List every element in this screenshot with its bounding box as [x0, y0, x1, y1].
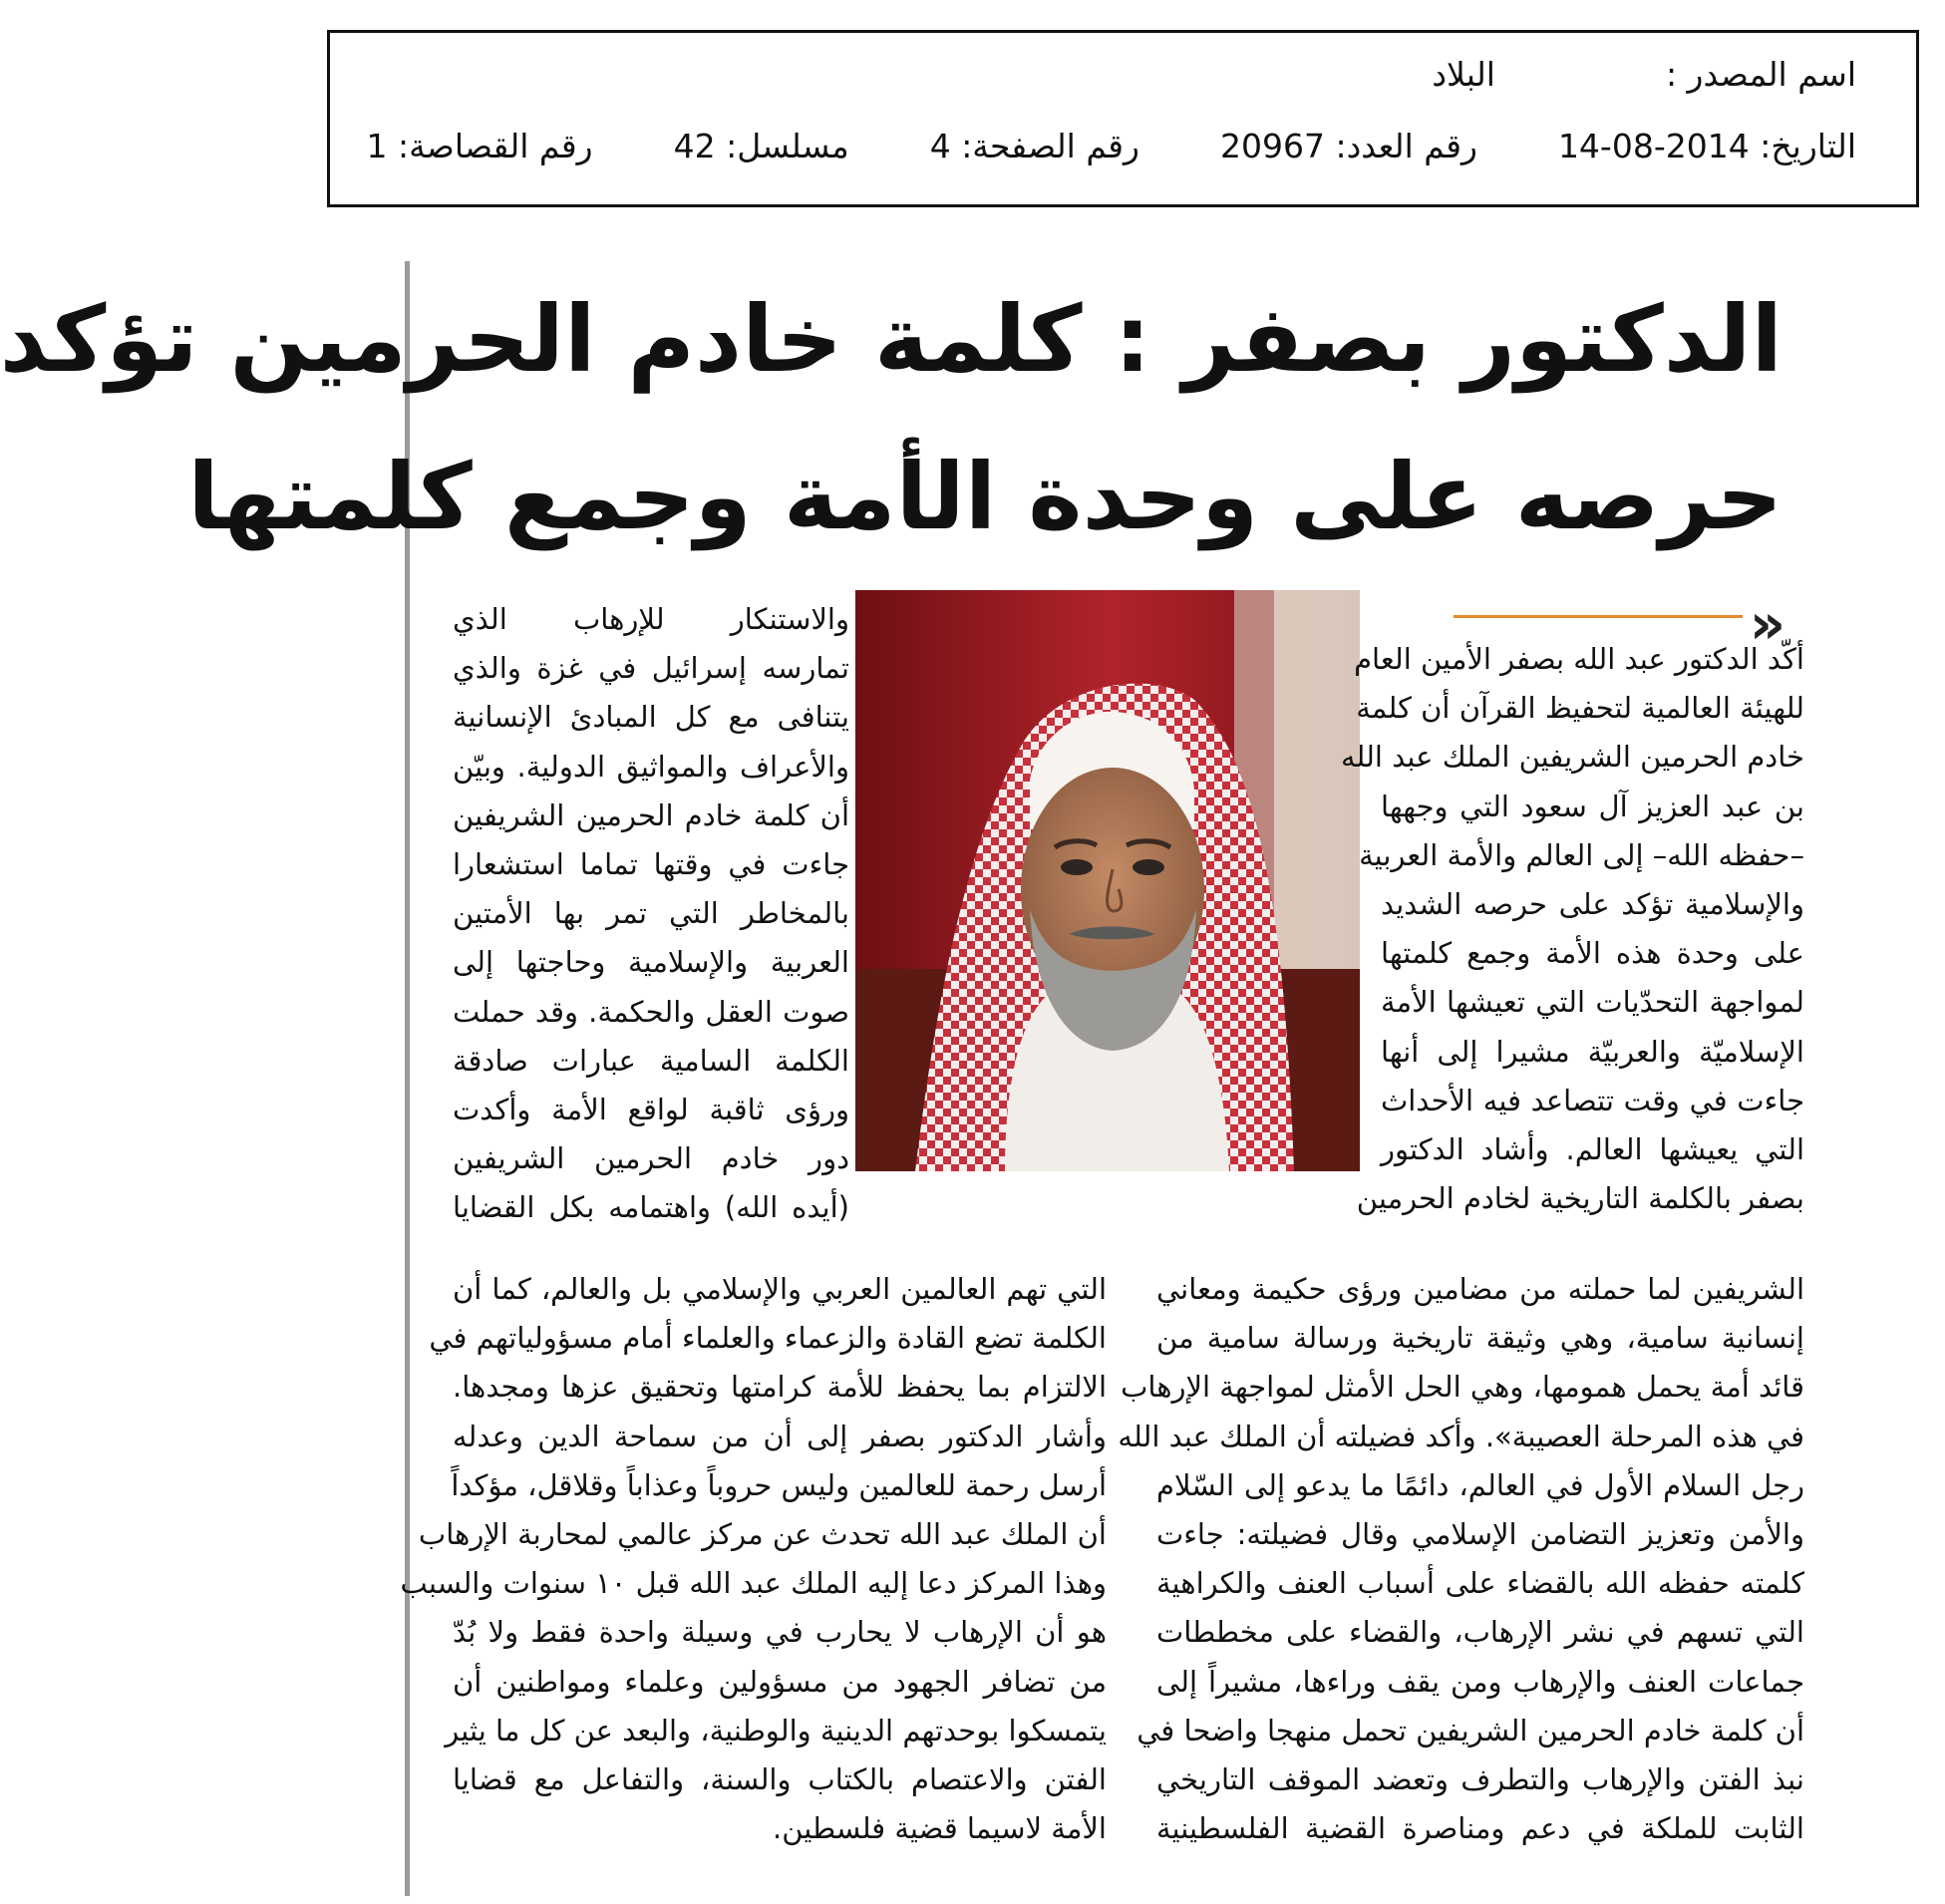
- text-line: لمواجهة التحدّيات التي تعيشها الأمة: [1381, 985, 1804, 1020]
- text-line: (أيده الله) واهتمامه بكل القضايا: [453, 1190, 849, 1225]
- serial-value: 42: [673, 127, 716, 165]
- date-label: التاريخ:: [1760, 127, 1856, 165]
- text-line: صوت العقل والحكمة. وقد حملت: [453, 994, 849, 1029]
- text-line: الأمة لاسيما قضية فلسطين.: [772, 1811, 1107, 1846]
- clip-value: 1: [366, 127, 388, 165]
- text-line: بالمخاطر التي تمر بها الأمتين: [453, 896, 849, 931]
- text-line: والاستنكار للإرهاب الذي: [453, 602, 849, 636]
- text-line: كلمته حفظه الله بالقضاء على أسباب العنف والكراهية: [1156, 1566, 1804, 1601]
- text-line: في هذه المرحلة العصيبة». وأكد فضيلته أن الملك عبد الله: [1118, 1419, 1804, 1453]
- quote-mark-icon: «: [1749, 592, 1785, 657]
- text-line: التي تسهم في نشر الإرهاب، والقضاء على مخططات: [1156, 1615, 1804, 1650]
- headline-line-2: حرصه على وحدة الأمة وجمع كلمتها: [187, 444, 1783, 550]
- text-line: التي يعيشها العالم. وأشاد الدكتور: [1381, 1131, 1804, 1166]
- text-line: ورؤى ثاقبة لواقع الأمة وأكدت: [453, 1092, 849, 1126]
- issue-details-row: [367, 127, 1857, 165]
- source-label: اسم المصدر :: [1665, 55, 1856, 94]
- text-line: وأشار الدكتور بصفر إلى أن من سماحة الدين وعدله: [453, 1419, 1107, 1453]
- article-column-left-top: [453, 595, 849, 1232]
- source-row: [1432, 55, 1856, 94]
- text-line: الكلمة تضع القادة والزعماء والعلماء أمام مسؤولياتهم في: [429, 1321, 1107, 1356]
- date-value: 14-08-2014: [1557, 127, 1750, 165]
- text-line: قائد أمة يحمل همومها، وهي الحل الأمثل لمواجهة الإرهاب: [1121, 1370, 1804, 1405]
- portrait-photo: [855, 590, 1360, 1171]
- text-line: جاءت في وقتها تماما استشعارا: [453, 846, 849, 881]
- clip-label: رقم القصاصة:: [398, 127, 593, 165]
- text-line: والأمن وتعزيز التضامن الإسلامي وقال فضيلته: جاءت: [1156, 1516, 1804, 1551]
- text-line: أن كلمة خادم الحرمين الشريفين: [453, 797, 849, 832]
- page-value: 4: [929, 127, 951, 165]
- page-label: رقم الصفحة:: [961, 127, 1139, 165]
- text-line: جاءت في وقت تتصاعد فيه الأحداث: [1381, 1083, 1804, 1117]
- text-line: يتنافى مع كل المبادئ الإنسانية: [453, 700, 849, 735]
- text-line: جماعات العنف والإرهاب ومن يقف وراءها، مشيراً إلى: [1156, 1664, 1804, 1699]
- text-line: يتمسكوا بوحدتهم الدينية والوطنية، والبعد عن كل ما يثير: [445, 1713, 1107, 1747]
- text-line: أرسل رحمة للعالمين وليس حروباً وعذاباً وقلاقل، مؤكداً: [451, 1467, 1107, 1502]
- text-line: الثابت للملكة في دعم ومناصرة القضية الفلسطينية: [1156, 1811, 1804, 1846]
- text-line: إنسانية سامية، وهي وثيقة تاريخية ورسالة سامية من: [1156, 1321, 1804, 1356]
- portrait-photo-image: [855, 590, 1360, 1171]
- text-line: دور خادم الحرمين الشريفين: [453, 1141, 849, 1176]
- text-line: بصفر بالكلمة التاريخية لخادم الحرمين: [1356, 1181, 1804, 1216]
- text-line: –حفظه الله– إلى العالم والأمة العربية: [1359, 837, 1804, 872]
- text-line: أكّد الدكتور عبد الله بصفر الأمين العام: [1354, 642, 1804, 676]
- text-line: والإسلامية تؤكد على حرصه الشديد: [1381, 886, 1804, 921]
- text-line: خادم الحرمين الشريفين الملك عبد الله: [1340, 740, 1804, 775]
- text-line: أن كلمة خادم الحرمين الشريفين تحمل منهجا واضحا في: [1136, 1713, 1804, 1747]
- text-line: بن عبد العزيز آل سعود التي وجهها: [1381, 789, 1804, 823]
- serial-label: مسلسل:: [726, 127, 849, 165]
- text-line: العربية والإسلامية وحاجتها إلى: [453, 945, 849, 980]
- text-line: والأعراف والمواثيق الدولية. وبيّن: [453, 749, 849, 784]
- text-line: من تضافر الجهود من مسؤولين وعلماء ومواطنين أن: [453, 1664, 1107, 1699]
- text-line: نبذ الفتن والإرهاب والتطرف وتعضد الموقف التاريخي: [1156, 1761, 1804, 1796]
- source-value: البلاد: [1432, 55, 1495, 94]
- text-line: أن الملك عبد الله تحدث عن مركز عالمي لمحاربة الإرهاب: [418, 1516, 1107, 1551]
- text-line: على وحدة هذه الأمة وجمع كلمتها: [1381, 936, 1804, 971]
- text-line: للهيئة العالمية لتحفيظ القرآن أن كلمة: [1356, 691, 1804, 726]
- article-column-right-top: [1340, 635, 1804, 1223]
- article-column-bottom-left: [400, 1265, 1107, 1853]
- text-line: الإسلاميّة والعربيّة مشيرا إلى أنها: [1381, 1034, 1804, 1069]
- clipping-metadata-box: [327, 30, 1919, 207]
- issue-value: 20967: [1220, 127, 1325, 165]
- text-line: وهذا المركز دعا إليه الملك عبد الله قبل ١٠ سنوات والسبب: [400, 1566, 1107, 1601]
- quote-accent-rule: [1454, 615, 1743, 618]
- text-line: التي تهم العالمين العربي والإسلامي بل والعالم، كما أن: [453, 1272, 1107, 1306]
- issue-label: رقم العدد:: [1335, 127, 1477, 165]
- text-line: رجل السلام الأول في العالم، دائمًا ما يدعو إلى السّلام: [1156, 1467, 1804, 1502]
- text-line: الكلمة السامية عبارات صادقة: [453, 1043, 849, 1078]
- headline-line-1: الدكتور بصفر : كلمة خادم الحرمين تؤكد: [0, 286, 1783, 393]
- text-line: الشريفين لما حملته من مضامين ورؤى حكيمة ومعاني: [1156, 1272, 1804, 1306]
- text-line: الالتزام بما يحفظ للأمة كرامتها وتحقيق عزها ومجدها.: [453, 1370, 1107, 1405]
- text-line: هو أن الإرهاب لا يحارب في وسيلة واحدة فقط ولا بُدّ: [453, 1615, 1107, 1650]
- text-line: الفتن والاعتصام بالكتاب والسنة، والتفاعل مع قضايا: [453, 1761, 1107, 1796]
- text-line: تمارسه إسرائيل في غزة والذي: [453, 651, 849, 686]
- article-column-bottom-right: [1118, 1265, 1804, 1853]
